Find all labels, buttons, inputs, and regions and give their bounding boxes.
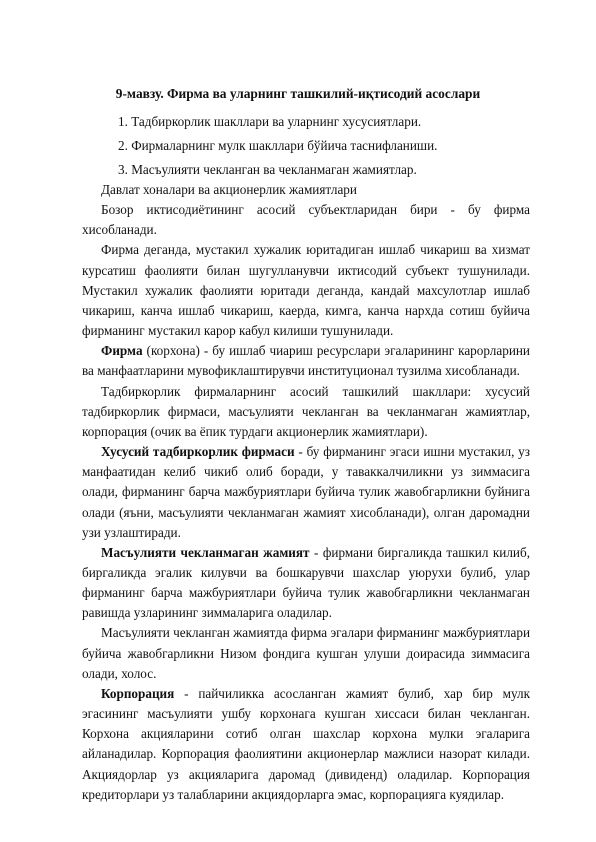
paragraph: Фирма деганда, мустакил хужалик юритадиган ишлаб чикариш ва хизмат курсатиш фаолияти билан шугулланувчи иктисодий субъект тушунилади. Мустакил хужалик фаолияти юритади деганда, кандай махсулотлар ишлаб чикариш, канча ишлаб чикариш, каерда, кимга, канча нархда сотиш буйича фирманинг мустакил карор кабул килиши тушунилади.: [82, 242, 530, 339]
paragraph: [82, 684, 530, 805]
outline-item: 3. Масъулияти чекланган ва чекланмаган жамиятлар.: [118, 162, 417, 177]
paragraph-text: (корхона) - бу ишлаб чиариш ресурслари эгаларининг карорларини ва манфаатларини мувофиклаштирувчи институционал тузилма хисобланади.: [82, 343, 530, 379]
paragraph-text: - бу фирманинг эгаси ишни мустакил, уз манфаатидан келиб чикиб олиб боради, у таваккалчиликни уз зиммасига олади, фирманинг барча мажбуриятлари буйича тулик жавобгарликни буйнига олади (яъни, масъулияти чекланмаган жамият хисобланади), олган даромадни узи узлаштиради.: [82, 444, 530, 540]
outline-item: 2. Фирмаларнинг мулк шакллари бўйича таснифланиши.: [118, 138, 438, 153]
paragraph-subheading: Давлат хоналари ва акционерлик жамиятлари: [101, 182, 357, 197]
outline-item: 1. Тадбиркорлик шакллари ва уларнинг хусусиятлари.: [118, 114, 422, 129]
term-private-firm: Хусусий тадбиркорлик фирмаси: [101, 444, 295, 460]
paragraph: [82, 442, 530, 543]
paragraph: [82, 543, 530, 624]
paragraph-text: - пайчиликка асосланган жамият булиб, хар бир мулк эгасининг масъулияти ушбу корхонага кушган хиссаси билан чекланган. Корхона акцияларини сотиб олган шахслар корхона мулки эгаларига айланадилар. Корпорация фаолиятини акционерлар мажлиси назорат килади. Акциядорлар уз акцияларига даромад (дивиденд) оладилар. Корпорация кредиторлари уз талабларини акциядорларга эмас, корпорацияга куядилар.: [82, 685, 530, 802]
term-corporation: Корпорация: [101, 685, 175, 701]
topic-outline: [118, 110, 437, 182]
paragraph: Бозор иктисодиётининг асосий субъектларидан бири - бу фирма хисобланади.: [82, 202, 530, 238]
paragraph: [82, 341, 530, 381]
term-unlimited-company: Масъулияти чекланмаган жамият: [101, 544, 310, 560]
term-firm: Фирма: [101, 343, 143, 359]
paragraph-text: - фирмани биргаликда ташкил килиб, биргаликда эгалик килувчи ва бошкарувчи шахслар уюрухи булиб, улар фирманинг барча мажбуриятлари буйича тулик жавобгарликни чекланмаган равишда узларининг зиммаларига оладилар.: [82, 544, 530, 621]
page-title: 9-мавзу. Фирма ва уларнинг ташкилий-иқтисодий асослари: [115, 86, 481, 101]
paragraph: Тадбиркорлик фирмаларнинг асосий ташкилий шакллари: хусусий тадбиркорлик фирмаси, масъулияти чекланган ва чекланмаган жамиятлар, корпорация (очик ва ёпик турдаги акционерлик жамиятлари).: [82, 383, 530, 439]
body-text: [82, 180, 530, 805]
paragraph: Масъулияти чекланган жамиятда фирма эгалари фирманинг мажбуриятлари буйича жавобгарликни Низом фондига кушган улуши доирасида зиммасига олади, холос.: [82, 625, 530, 681]
